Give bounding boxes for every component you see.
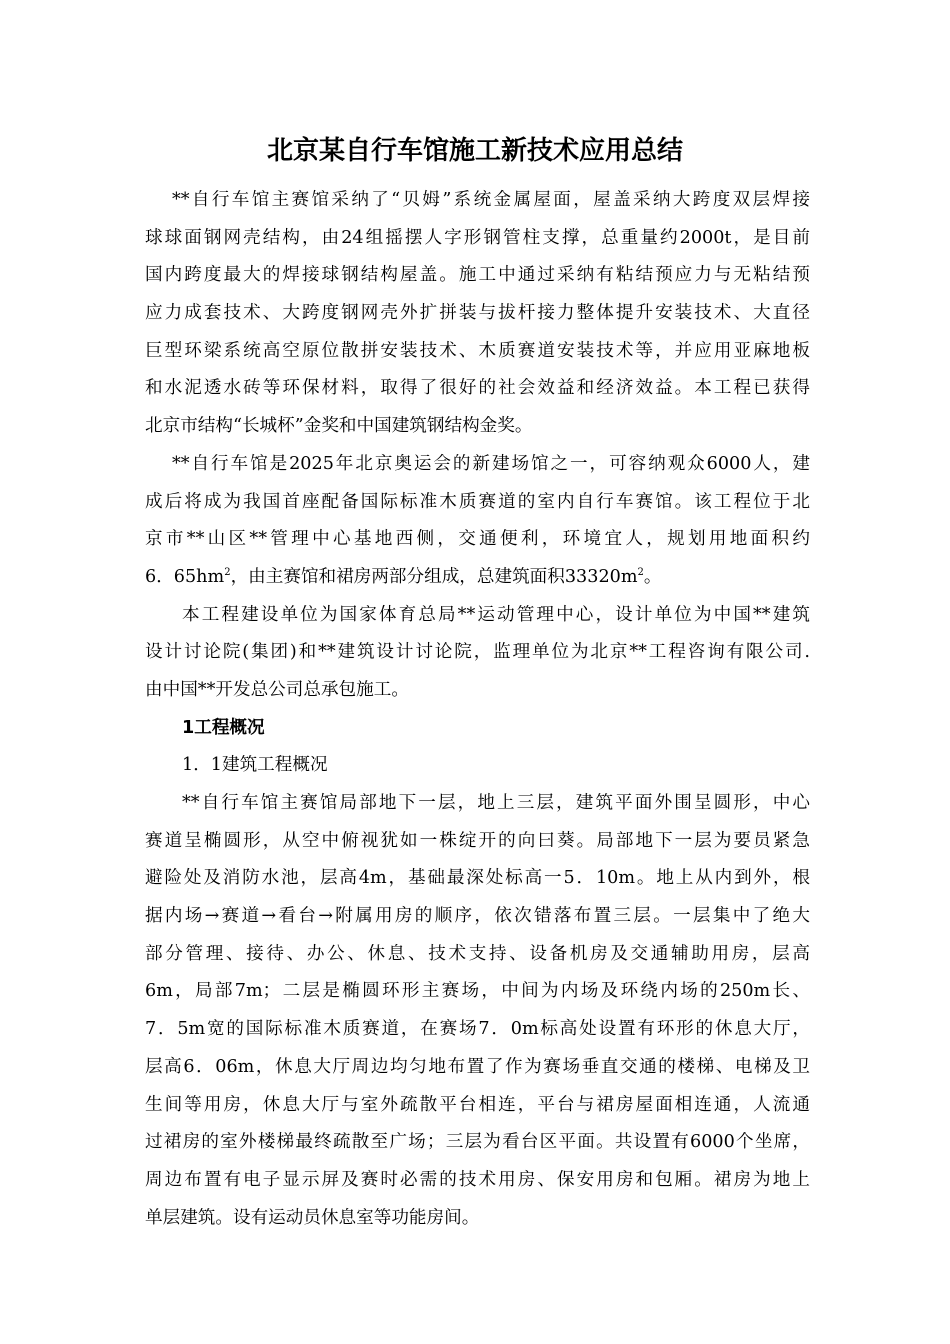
text-line: **自行车馆主赛馆采纳了“贝姆”系统金属屋面，屋盖采纳大跨度双层焊接 — [172, 190, 810, 210]
text-line: 7．5m宽的国际标准木质赛道，在赛场7．0m标高处设置有环形的休息大厅， — [145, 1019, 810, 1040]
text-line: 由中国**开发总公司总承包施工。 — [145, 679, 409, 700]
paragraph — [145, 446, 810, 597]
paragraph — [145, 182, 810, 446]
subsection-heading: 1．1建筑工程概况 — [182, 755, 328, 776]
text-line: 单层建筑。设有运动员休息室等功能房间。 — [145, 1207, 480, 1228]
text-line: 避险处及消防水池，层高4m，基础最深处标高一5．10m。地上从内到外，根 — [145, 868, 810, 889]
text-line: 国内跨度最大的焊接球钢结构屋盖。施工中通过采纳有粘结预应力与无粘结预 — [145, 265, 810, 286]
text-line: **自行车馆是2025年北京奥运会的新建场馆之一，可容纳观众6000人，建 — [172, 453, 810, 474]
text-line: **自行车馆主赛馆局部地下一层，地上三层，建筑平面外围呈圆形，中心 — [182, 793, 810, 813]
text-line: 北京市结构“长城杯”金奖和中国建筑钢结构金奖。 — [145, 416, 533, 437]
superscript: 2 — [637, 566, 644, 578]
text-line: 据内场→赛道→看台→附属用房的顺序，依次错落布置三层。一层集中了绝大 — [145, 906, 810, 927]
text-line: 层高6．06m，休息大厅周边均匀地布置了作为赛场垂直交通的楼梯、电梯及卫 — [145, 1056, 810, 1077]
document-title: 北京某自行车馆施工新技术应用总结 — [266, 136, 683, 166]
text-line: 6m，局部7m；二层是椭圆环形主赛场，中间为内场及环绕内场的250m长、 — [145, 981, 810, 1002]
text-line: 周边布置有电子显示屏及赛时必需的技术用房、保安用房和包厢。裙房为地上 — [145, 1169, 810, 1190]
text-line: 生间等用房，休息大厅与室外疏散平台相连，平台与裙房屋面相连通，人流通 — [145, 1094, 810, 1115]
text-fragment: 。 — [643, 566, 662, 587]
text-line: 部分管理、接待、办公、休息、技术支持、设备机房及交通辅助用房，层高 — [145, 943, 810, 964]
text-line — [145, 559, 810, 597]
text-line: 赛道呈椭圆形，从空中俯视犹如一株绽开的向曰葵。局部地下一层为要员紧急 — [145, 830, 810, 851]
text-fragment: ，由主赛馆和裙房两部分组成，总建筑面积33320m — [230, 566, 638, 587]
document-body — [145, 182, 810, 1237]
section-heading: 1工程概况 — [182, 717, 265, 738]
paragraph — [145, 597, 810, 710]
text-line: 应力成套技术、大跨度钢网壳外扩拼装与拔杆接力整体提升安装技术、大直径 — [145, 303, 810, 324]
text-fragment: 6．65hm — [145, 566, 225, 587]
paragraph — [145, 785, 810, 1237]
text-line: 巨型环梁系统高空原位散拼安装技术、木质赛道安装技术等，并应用亚麻地板 — [145, 340, 810, 361]
text-line: 京市**山区**管理中心基地西侧，交通便利，环境宜人，规划用地面积约 — [145, 529, 810, 550]
text-line: 本工程建设单位为国家体育总局**运动管理中心，设计单位为中国**建筑 — [182, 604, 810, 625]
text-line: 成后将成为我国首座配备国际标准木质赛道的室内自行车赛馆。该工程位于北 — [145, 491, 810, 512]
text-line: 过裙房的室外楼梯最终疏散至广场；三层为看台区平面。共设置有6000个坐席， — [145, 1132, 810, 1153]
text-line: 设计讨论院(集团)和**建筑设计讨论院，监理单位为北京**工程咨询有限公司. — [145, 642, 810, 663]
text-line: 和水泥透水砖等环保材料，取得了很好的社会效益和经济效益。本工程已获得 — [145, 378, 810, 399]
text-line: 球球面钢网壳结构，由24组摇摆人字形钢管柱支撑，总重量约2000t，是目前 — [145, 227, 810, 248]
superscript: 2 — [224, 566, 231, 578]
